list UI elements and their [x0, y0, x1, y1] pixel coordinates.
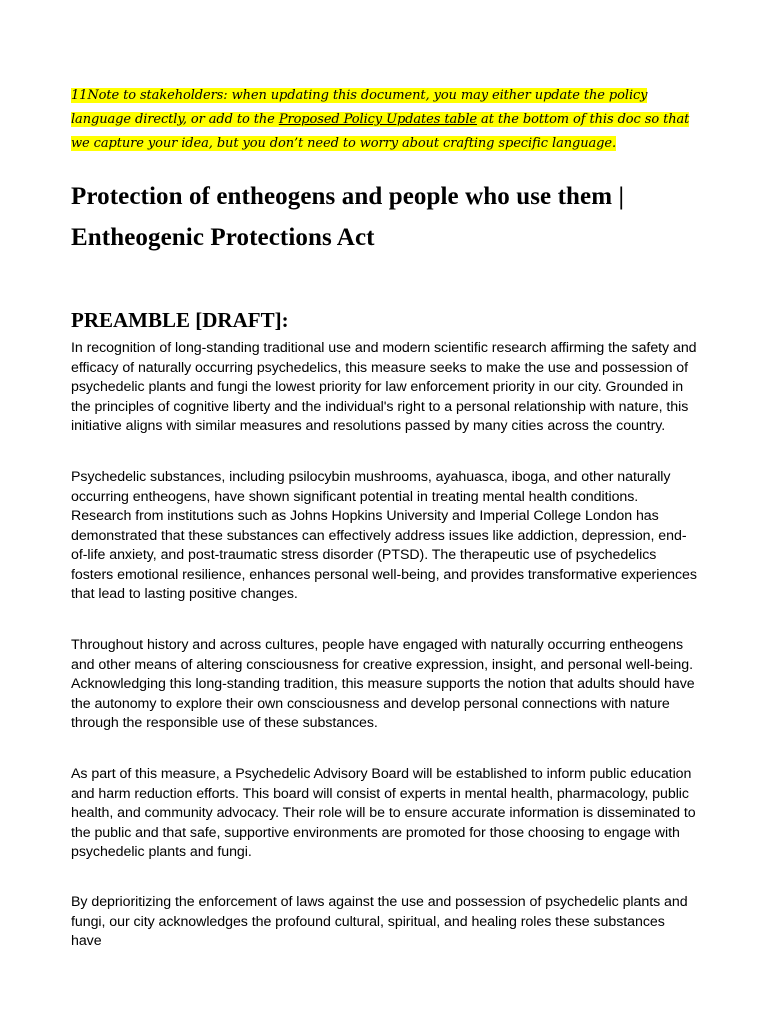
preamble-paragraph-1: In recognition of long-standing traditional use and modern scientific research affirming the safety and efficacy of naturally occurring psychedelics, this measure seeks to make the use and possession of psychedelic plants and fungi the lowest priority for law enforcement priority in our city. Grounded in the principles of cognitive liberty and the individual's right to a personal relationship with nature, this initiative aligns with similar measures and resolutions passed by many cities across the country. — [71, 340, 697, 434]
preamble-heading: PREAMBLE [DRAFT]: — [71, 308, 289, 332]
preamble-paragraph-4: As part of this measure, a Psychedelic Advisory Board will be established to inform public education and harm reduction efforts. This board will consist of experts in mental health, pharmacology, public health, and community advocacy. Their role will be to ensure accurate information is disseminated to the public and that safe, supportive environments are promoted for those choosing to engage with psychedelic plants and fungi. — [71, 766, 696, 860]
proposed-policy-updates-link[interactable]: Proposed Policy Updates table — [278, 112, 478, 127]
note-text-after-link: at the bottom of this doc so that we capture your idea, but you don’t need to worry about crafting specific language. — [71, 112, 690, 151]
preamble-paragraph-2: Psychedelic substances, including psilocybin mushrooms, ayahuasca, iboga, and other naturally occurring entheogens, have shown significant potential in treating mental health conditions. Research from institutions such as Johns Hopkins University and Imperial College London has demonstrated that these substances can effectively address issues like addiction, depression, end-of-life anxiety, and post-traumatic stress disorder (PTSD). The therapeutic use of psychedelics fosters emotional resilience, enhances personal well-being, and provides transformative experiences that lead to lasting positive changes. — [71, 469, 697, 602]
note-highlight — [71, 88, 689, 151]
note-text-before-link: 11Note to stakeholders: when updating this document, you may either update the policy language directly, or add to the — [71, 88, 648, 127]
preamble-paragraph-3: Throughout history and across cultures, people have engaged with naturally occurring entheogens and other means of altering consciousness for creative expression, insight, and personal well-being. Acknowledging this long-standing tradition, this measure supports the notion that adults should have the autonomy to explore their own consciousness and develop personal connections with nature through the responsible use of these substances. — [71, 637, 695, 731]
document-title: Protection of entheogens and people who use them | Entheogenic Protections Act — [71, 183, 625, 251]
preamble-paragraph-5: By deprioritizing the enforcement of laws against the use and possession of psychedelic plants and fungi, our city acknowledges the profound cultural, spiritual, and healing roles these substances have — [71, 894, 688, 949]
stakeholder-note — [71, 84, 696, 156]
